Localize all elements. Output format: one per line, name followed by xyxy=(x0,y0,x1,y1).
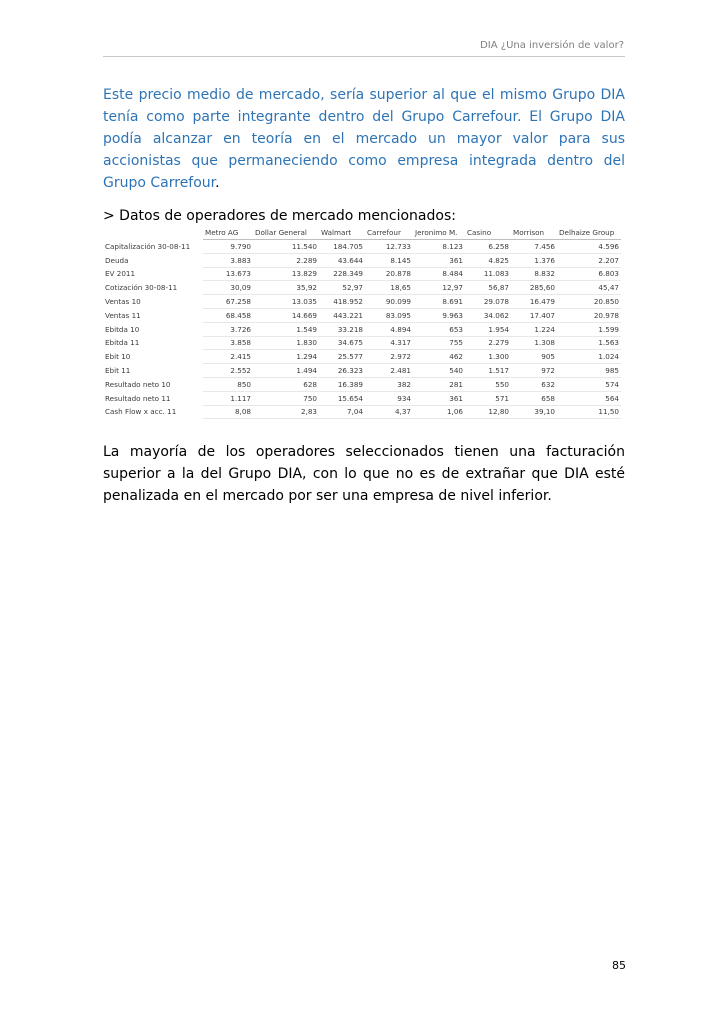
table-cell: 6.258 xyxy=(465,240,511,254)
running-header: DIA ¿Una inversión de valor? xyxy=(480,40,624,51)
table-header-row xyxy=(103,226,621,240)
table-cell: 2.972 xyxy=(365,350,413,364)
column-header: Casino xyxy=(465,226,511,240)
table-cell: 361 xyxy=(413,253,465,267)
table-cell: 1.494 xyxy=(253,364,319,378)
table-cell: 1.024 xyxy=(557,350,621,364)
table-cell: 11,50 xyxy=(557,405,621,419)
table-cell: 7.456 xyxy=(511,240,557,254)
table-cell: 8.691 xyxy=(413,295,465,309)
table-cell: 1.224 xyxy=(511,322,557,336)
table-body xyxy=(103,240,621,419)
table-cell: 4.825 xyxy=(465,253,511,267)
table-cell: 8,08 xyxy=(203,405,253,419)
table-cell: 1,06 xyxy=(413,405,465,419)
row-label: Ebitda 11 xyxy=(105,338,140,348)
table-row xyxy=(103,322,621,336)
table-cell: 658 xyxy=(511,391,557,405)
column-header: Morrison xyxy=(511,226,557,240)
table-row xyxy=(103,405,621,419)
table-cell: 281 xyxy=(413,377,465,391)
table-cell: 1.517 xyxy=(465,364,511,378)
row-label: Deuda xyxy=(105,255,129,265)
column-header: Jeronimo M. xyxy=(413,226,465,240)
table-cell: 14.669 xyxy=(253,308,319,322)
table-cell: 550 xyxy=(465,377,511,391)
intro-paragraph xyxy=(103,84,625,194)
table-cell: 1.376 xyxy=(511,253,557,267)
table-cell: 17.407 xyxy=(511,308,557,322)
table-cell: 45,47 xyxy=(557,281,621,295)
table-cell: 34.062 xyxy=(465,308,511,322)
table-row xyxy=(103,364,621,378)
table-cell: 755 xyxy=(413,336,465,350)
table-cell: 972 xyxy=(511,364,557,378)
table-cell: 4,37 xyxy=(365,405,413,419)
table-row xyxy=(103,281,621,295)
table-cell: 985 xyxy=(557,364,621,378)
table-cell: 2.481 xyxy=(365,364,413,378)
table-cell: 8.484 xyxy=(413,267,465,281)
column-header: Dollar General xyxy=(253,226,319,240)
table-cell: 18,65 xyxy=(365,281,413,295)
table-cell: 11.083 xyxy=(465,267,511,281)
table-cell: 653 xyxy=(413,322,465,336)
table-row xyxy=(103,377,621,391)
table-cell: 52,97 xyxy=(319,281,365,295)
table-cell: 2,83 xyxy=(253,405,319,419)
table-cell: 26.323 xyxy=(319,364,365,378)
table-cell: 13.035 xyxy=(253,295,319,309)
table-cell: 4.317 xyxy=(365,336,413,350)
column-header: Carrefour xyxy=(365,226,413,240)
table-cell: 4.596 xyxy=(557,240,621,254)
table-cell: 12,97 xyxy=(413,281,465,295)
table-cell: 934 xyxy=(365,391,413,405)
table-cell: 443.221 xyxy=(319,308,365,322)
table-cell: 905 xyxy=(511,350,557,364)
table-cell: 16.479 xyxy=(511,295,557,309)
table-cell: 43.644 xyxy=(319,253,365,267)
table-cell: 571 xyxy=(465,391,511,405)
market-operators-table xyxy=(103,226,621,419)
table-cell: 850 xyxy=(203,377,253,391)
table-cell: 3.858 xyxy=(203,336,253,350)
table-cell: 184.705 xyxy=(319,240,365,254)
table-row xyxy=(103,391,621,405)
table-cell: 1.117 xyxy=(203,391,253,405)
table-cell: 2.415 xyxy=(203,350,253,364)
table-cell: 56,87 xyxy=(465,281,511,295)
table-cell: 4.894 xyxy=(365,322,413,336)
row-label: Resultado neto 11 xyxy=(105,393,171,403)
table-cell: 1.294 xyxy=(253,350,319,364)
table-cell: 2.552 xyxy=(203,364,253,378)
table-cell: 33.218 xyxy=(319,322,365,336)
table-cell: 3.726 xyxy=(203,322,253,336)
row-label: Ventas 11 xyxy=(105,310,141,320)
row-label: Capitalización 30-08-11 xyxy=(105,241,191,251)
table-cell: 11.540 xyxy=(253,240,319,254)
table-row xyxy=(103,295,621,309)
column-header: Walmart xyxy=(319,226,365,240)
row-label: EV 2011 xyxy=(105,269,136,279)
table-corner-cell xyxy=(103,226,203,240)
table-cell: 29.078 xyxy=(465,295,511,309)
table-row xyxy=(103,253,621,267)
row-label: Ebit 10 xyxy=(105,352,131,362)
table-row xyxy=(103,336,621,350)
table-cell: 1.563 xyxy=(557,336,621,350)
table-cell: 1.954 xyxy=(465,322,511,336)
table-row xyxy=(103,308,621,322)
table-cell: 9.790 xyxy=(203,240,253,254)
table-cell: 382 xyxy=(365,377,413,391)
table-cell: 7,04 xyxy=(319,405,365,419)
table-cell: 9.963 xyxy=(413,308,465,322)
table-cell: 2.289 xyxy=(253,253,319,267)
table-cell: 540 xyxy=(413,364,465,378)
table-cell: 20.878 xyxy=(365,267,413,281)
table-cell: 8.832 xyxy=(511,267,557,281)
table-cell: 13.673 xyxy=(203,267,253,281)
section-title: > Datos de operadores de mercado mencionados: xyxy=(103,208,456,224)
table-cell: 12.733 xyxy=(365,240,413,254)
table-cell: 34.675 xyxy=(319,336,365,350)
table-cell: 20.978 xyxy=(557,308,621,322)
page-number: 85 xyxy=(612,959,626,972)
table-row xyxy=(103,267,621,281)
header-divider xyxy=(103,56,625,57)
table-cell: 361 xyxy=(413,391,465,405)
table-cell: 418.952 xyxy=(319,295,365,309)
row-label: Cash Flow x acc. 11 xyxy=(105,407,177,417)
table-cell: 67.258 xyxy=(203,295,253,309)
table-cell: 16.389 xyxy=(319,377,365,391)
table-cell: 632 xyxy=(511,377,557,391)
table-cell: 39,10 xyxy=(511,405,557,419)
table-cell: 8.145 xyxy=(365,253,413,267)
intro-paragraph-period: . xyxy=(215,175,220,191)
table-cell: 228.349 xyxy=(319,267,365,281)
table-cell: 13.829 xyxy=(253,267,319,281)
table-cell: 25.577 xyxy=(319,350,365,364)
table-cell: 12,80 xyxy=(465,405,511,419)
table-cell: 30,09 xyxy=(203,281,253,295)
table-cell: 1.830 xyxy=(253,336,319,350)
row-label: Ventas 10 xyxy=(105,297,141,307)
table-cell: 574 xyxy=(557,377,621,391)
table-cell: 8.123 xyxy=(413,240,465,254)
column-header: Metro AG xyxy=(203,226,253,240)
conclusion-paragraph: La mayoría de los operadores seleccionados tienen una facturación superior a la del Grupo DIA, con lo que no es de extrañar que DIA esté penalizada en el mercado por ser una empresa de nivel inferior. xyxy=(103,444,625,504)
table-cell: 1.300 xyxy=(465,350,511,364)
table-row xyxy=(103,350,621,364)
table-cell: 20.850 xyxy=(557,295,621,309)
row-label: Ebitda 10 xyxy=(105,324,140,334)
table-cell: 15.654 xyxy=(319,391,365,405)
row-label: Resultado neto 10 xyxy=(105,379,171,389)
table-cell: 83.095 xyxy=(365,308,413,322)
table-cell: 462 xyxy=(413,350,465,364)
table-cell: 68.458 xyxy=(203,308,253,322)
table-cell: 285,60 xyxy=(511,281,557,295)
table-cell: 1.549 xyxy=(253,322,319,336)
table-cell: 2.207 xyxy=(557,253,621,267)
table-cell: 1.308 xyxy=(511,336,557,350)
row-label: Ebit 11 xyxy=(105,366,131,376)
column-header: Delhaize Group xyxy=(557,226,621,240)
table-cell: 628 xyxy=(253,377,319,391)
intro-paragraph-text: Este precio medio de mercado, sería superior al que el mismo Grupo DIA tenía como parte integrante dentro del Grupo Carrefour. El Grupo DIA podía alcanzar en teoría en el mercado un mayor valor para sus accionistas que permaneciendo como empresa integrada dentro del Grupo Carrefour xyxy=(103,87,625,191)
table-cell: 35,92 xyxy=(253,281,319,295)
table-row xyxy=(103,240,621,254)
table-cell: 1.599 xyxy=(557,322,621,336)
row-label: Cotización 30-08-11 xyxy=(105,283,178,293)
table-cell: 750 xyxy=(253,391,319,405)
table-cell: 6.803 xyxy=(557,267,621,281)
table-cell: 564 xyxy=(557,391,621,405)
table-cell: 3.883 xyxy=(203,253,253,267)
table-cell: 2.279 xyxy=(465,336,511,350)
table-cell: 90.099 xyxy=(365,295,413,309)
